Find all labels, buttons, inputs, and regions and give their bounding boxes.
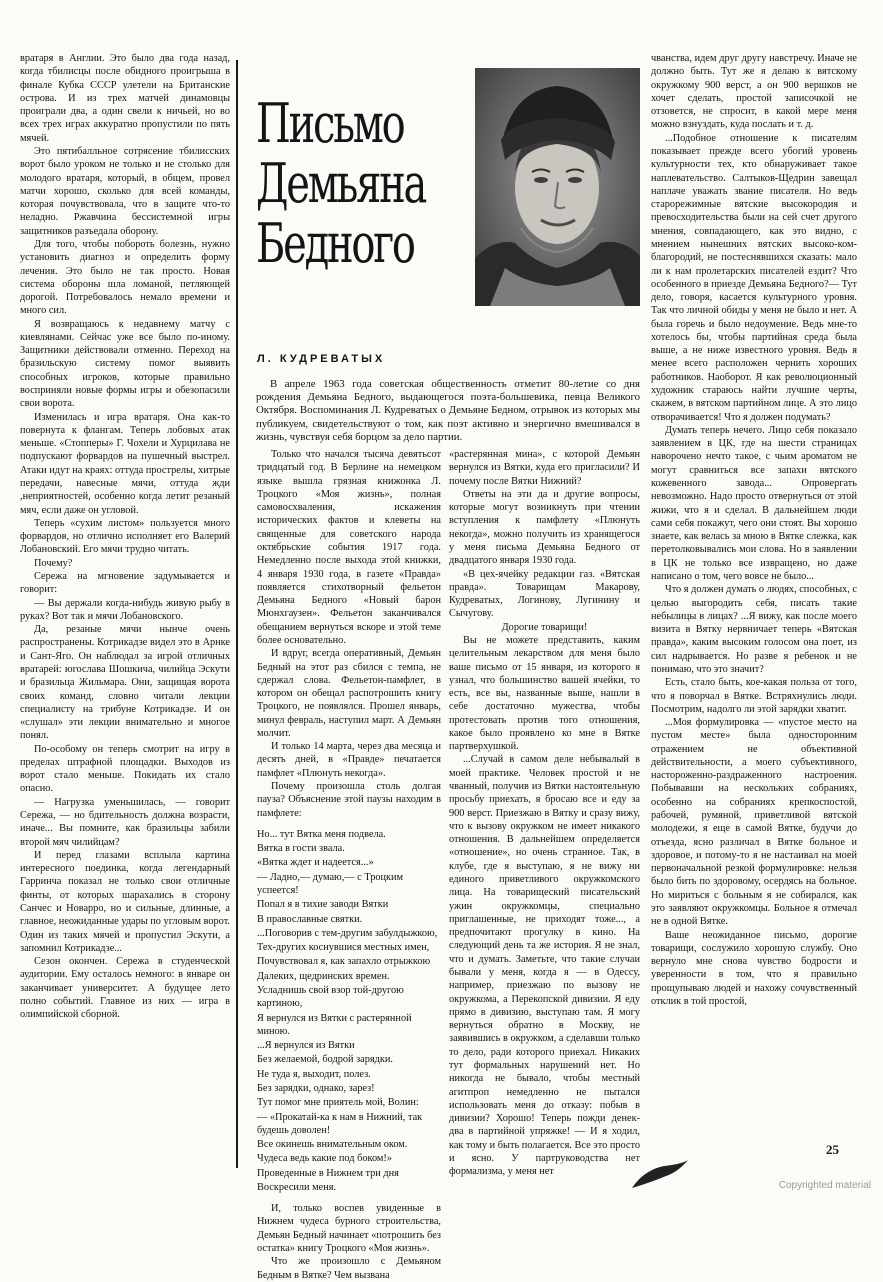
middle-paragraph: И, только воспев увиденные в Нижнем чудеса бурного строительства, Демьян Бедный начинает «потрошить без остатка» книгу Троцкого «Моя жизнь». [257, 1203, 441, 1255]
poem-line: Проведенные в Нижнем три дня [257, 1167, 399, 1179]
middle-paragraph: И только 14 марта, через два месяца и десять дней, в «Правде» печатается памфлет «Плюнуть некогда». [257, 741, 441, 779]
poem-line: ...Поговорив с тем-другим забулдыжкою, [257, 927, 438, 939]
left-paragraph: — Нагрузка уменьшилась, — говорит Сережа, — но бдительность должна возрасти, иначе... Вы помните, как бразильцы забили второй мяч чилийцам? [20, 796, 230, 848]
poem-quote [257, 828, 441, 1194]
center-article-column [449, 448, 640, 1178]
portrait-illustration [475, 68, 640, 306]
left-paragraph: Сережа на мгновение задумывается и говорит: [20, 570, 230, 596]
title-line-2: Демьяна [256, 152, 426, 216]
left-paragraph: — Вы держали когда-нибудь живую рыбу в руках? Вот так и мячи Лобановского. [20, 597, 230, 622]
poem-line: Тут помог мне приятель мой, Волин: [257, 1097, 419, 1109]
right-paragraph: Думать теперь нечего. Лицо себя показало заявлением в ЦК, где на шести страницах наворочено нечто такое, с чьим ароматом не могут сравниться все запахи вятского кожевенного завода... Опровергать невозможно. Надо просто отвернуться от этой жижи, что я и сделал. В дальнейшем люди сами себя покажут, чего они стоят. Вы хорошо знаете, как велась за мною в Вятке слежка, как перетолковывались мои слова. Но в заявлении в ЦК не только все извращено, но даже написано о том, чего вовсе не было... [651, 424, 857, 582]
portrait-photo [475, 68, 640, 306]
center-paragraph: Дорогие товарищи! [501, 621, 588, 633]
center-paragraph: «В цех-ячейку редакции газ. «Вятская правда». Товарищам Макарову, Кудреватых, Логинову, Лугинину и Сычугову. [449, 568, 640, 620]
poem-line: — Ладно,— думаю,— с Троцким успеется! [257, 871, 404, 896]
poem-line: Но... тут Вятка меня подвела. [257, 828, 386, 840]
poem-line: Далеких, щедринских времен. [257, 970, 390, 982]
left-paragraph: Почему? [34, 557, 73, 569]
center-paragraph: Вы не можете представить, каким целительным лекарством для меня было ваше письмо от 15 января, из которого я узнал, что большинство вашей ячейки, то есть, все вы, названные выше, нашли в себе достаточно мужества, чтобы протестовать против того отношения, какое было проявлено ко мне в Вятке партверхушкой. [449, 634, 640, 753]
left-paragraph: И перед глазами всплыла картина интересного поединка, когда легендарный Гарринча показал не только свои отличные финты, от которых шарахались в сторону Санчес и Новарро, но и сильные, длинные, а главное, неожиданные удары по угловым ворот. Один из таких мячей и пропустил Эскути, а запомнил Котрикадзе... [20, 849, 230, 954]
poem-line: — «Прокатай-ка к нам в Нижний, так будешь доволен! [257, 1111, 423, 1136]
left-paragraph: вратаря в Англии. Это было два года назад, когда тбилисцы после обидного проигрыша в финале Кубка СССР улетели на Британские острова. И из трех матчей динамовцы проиграли два, а один свели к ничьей, но во всех трех играх аккуратно пропустили по пять мячей. [20, 53, 230, 144]
left-paragraph: Я возвращаюсь к недавнему матчу с киевлянами. Сейчас уже все было по-иному. Защитники действовали отменно. Переход на бразильскую систему помог выявить способных игроков, которые правильно восприняли новые формы игры и обезопасили свои ворота. [20, 318, 230, 410]
article-title [256, 92, 426, 276]
left-paragraph: Изменилась и игра вратаря. Она как-то повернута к флангам. Теперь лобовых атак меньше. «Стопперы» Г. Чохели и Хурцилава не подпускают форвардов на пушечный выстрел. Атаки идут на краях: оттуда прострелы, хитрые передачи, навесные мячи, оттуда жди ,неприятностей, особенно когда летит резаный мяч, если даже он угловой. [20, 411, 230, 516]
center-paragraph: ...Случай в самом деле небывалый в моей практике. Человек простой и не чванный, получив из Вятки настоятельную просьбу приехать, я бросаю все и еду за 900 верст. Приезжаю в Вятку и сразу вижу, что к вызову окружком не имеет никакого отношения. В дальнейшем определяется «отношение», но очень странное. Так, в клубе, где я выступаю, я не вижу ни единого приветливого окружкомского лица. На товарищеский писательский ужин окружкомцы, специально приглашенные, не приходят тоже..., а предпочитают прогулку в кино. На следующий день та же история. Я не знал, что и думать. Заметьте, что такие случаи бывали у меня, когда я — в Одессу, например, приезжаю по вызову не окружкома, а Перекопской дивизии. Я еду прямо в дивизию, выступаю там. Я могу вернуться обратно в Москву, не заявившись в окружком, а сделавши только то дело, ради которого приехал. Никаких тут формальных нарушений нет. Но никогда не бывало, чтобы местный агитпроп немедленно не пытался использовать меня до отказу: побыв в дивизии? Хорошо! Теперь пожди денек-два в партийной упряжке! — И я ходил, как тому и быть полагается. Все это просто и ясно. У партруководства нет формализма, у меня нет [449, 754, 640, 1178]
poem-line: «Вятка ждет и надеется...» [257, 857, 374, 869]
left-paragraph: Теперь «сухим листом» пользуется много форвардов, но отлично исполняет его Валерий Лобановский. Его мячи трудно читать. [20, 517, 230, 556]
right-paragraph: чванства, идем друг другу навстречу. Иначе не должно быть. Тут же я делаю к вятскому окружкому 900 верст, а он 900 вершков не хочет сделать, простой записочкой не отзовется, не спросит, в какой мере меня можно взнуздать, куда послать и т. д. [651, 53, 857, 131]
poem-line: Без желаемой, бодрой зарядки. [257, 1054, 393, 1066]
left-paragraph: Для того, чтобы побороть болезнь, нужно установить диагноз и определить форму лечения. Это было не так просто. Новая система обороны шла ломаной, петляющей дорогой. Потребовалось немало времени и много сил. [20, 238, 230, 317]
left-paragraph: Сезон окончен. Сережа в студенческой аудитории. Ему осталось немного: в январе он заканчивает университет. А будущее лето полно событий. Главное из них — игра в олимпийской сборной. [20, 956, 230, 1021]
poem-line: Воскресили меня. [257, 1181, 337, 1193]
right-paragraph: Ваше неожиданное письмо, дорогие товарищи, сослужило хорошую службу. Оно вернуло мне снова чувство бодрости и уверенности в том, что я правильно прощупываю людей и нахожу сочувственный отклик в той простой, [651, 929, 857, 1007]
title-line-3: Бедного [256, 212, 414, 276]
middle-paragraph: Почему произошла столь долгая пауза? Объяснение этой паузы находим в памфлете: [257, 781, 441, 819]
middle-paragraph: Только что начался тысяча девятьсот тридцатый год. В Берлине на немецком языке вышла грязная книжонка Л. Троцкого «Моя жизнь», полная самовосхваления, искажения исторических фактов и клеветы на священные для советского народа октябрьские события 1917 года. Немедленно после выхода этой книжки, 4 января 1930 года, в газете «Правда» появляется стихотворный фельетон Демьяна Бедного «Новый барон Мюнхгаузен». Фельетон заканчивался обещанием вернуться вскоре и этой теме более основательно. [257, 449, 441, 646]
right-paragraph: ...Подобное отношение к писателям показывает прежде всего убогий уровень культурности тех, кто обнаруживает такое наплевательство. Салтыков-Щедрин завещал наплаче уважать звание писателя. Но ведь старорежимные вятские высокородия и превосходительства были на сей счет другого мнения, совпадающего, как это видно, с мнением нынешних вятских высоко-ком-благородий, не постеснявшихся сказать: мало ли к нам пролетарских писателей ездит? Что особенного в приезде Демьяна Бедного?— Тут дело, говоря, касается культурного уровня. Так что личной обиды у меня не было и нет. А была горечь и было недоумение. Ведь мне-то хотелось бы, чтобы партийная среда была выше, а не ниже известного уровня. Ведь я менее всего расположен чернить хороших работников. Наоборот. Я как революционный художник стараюсь найти лучшие черты, скажем, в вятском партийном лице. А это лицо отворачивается! Что я должен подумать? [651, 132, 857, 423]
center-paragraph: Ответы на эти да и другие вопросы, которые могут возникнуть при чтении вступления к памфлету «Плюнуть некогда», можно получить из хранящегося у меня письма Демьяна Бедного от двадцатого января 1930 года. [449, 488, 640, 567]
right-paragraph: ...Моя формулировка — «пустое место на пустом месте» была односторонним отражением не объективной действительности, а моего субъективного, настороженно-раздраженного настроения. Побывавши на нескольких собраниях, особенно на собраниях крепкоспостой, рабочей, румяной, приветливой вятской молодежи, я еще в самой Вятке, будучи до отъезда, ясно различал в Вятке больное и здоровое, и потому-то я не настаивал на моей первоначальной резкой формулировке: нельзя было бить по здоровому, осердясь на больное. Но мириться с больным я не собирался, как это заявляют окружкомцы. Больное я отмечал не в одной Вятке. [651, 717, 857, 928]
poem-line: Чудеса ведь какие под боком!» [257, 1153, 393, 1165]
copyright-watermark: Copyrighted material [778, 1180, 871, 1191]
left-paragraph: По-особому он теперь смотрит на игру в пределах штрафной площадки. Выходов из ворот стало меньше. Покидать их стало опасно. [20, 743, 230, 795]
title-line-1: Письмо [256, 92, 404, 156]
poem-line: Тех-других коснувшися местных имен, [257, 942, 430, 954]
poem-line: ...Я вернулся из Вятки [257, 1040, 355, 1052]
poem-line: Почувствовал я, как запахло отрыжкою [257, 956, 431, 968]
middle-paragraph: И вдруг, всегда оперативный, Демьян Бедный на этот раз сбился с темпа, не сдержал слова. Фельетон-памфлет, в котором он обещал распотрошить книгу Троцкого, не появлялся. Прошел январь, минул февраль, наступил март. А Демьян молчит. [257, 648, 441, 739]
poem-line: Вятка в гости звала. [257, 843, 345, 855]
center-paragraph: «растерянная мина», с которой Демьян вернулся из Вятки, куда его пригласили? И почему после Вятки Нижний? [449, 449, 640, 487]
author-byline: Л. КУДРЕВАТЫХ [257, 353, 386, 365]
middle-paragraph: Что же произошло с Демьяном Бедным в Вятке? Чем вызвана [257, 1256, 441, 1281]
intro-text: В апреле 1963 года советская общественность отметит 80-летие со дня рождения Демьяна Бедного, выдающегося поэта-большевика, певца Великого Октября. Воспоминания Л. Кудреватых о Демьяне Бедном, отрывок из которых мы публикуем, свидетельствуют о том, как поэт активно и энергично вмешивался в жизнь, чувствуя себя борцом за дело партии. [256, 378, 640, 443]
page-scan-smudge [630, 1158, 690, 1190]
middle-prose [257, 448, 441, 820]
poem-line: Усладнишь свой взор той-другою картиною, [257, 984, 404, 1010]
right-article-column [651, 52, 857, 1170]
poem-line: Без зарядки, однако, зарез! [257, 1082, 375, 1094]
left-article-column [20, 52, 230, 1170]
left-paragraph: Да, резаные мячи нынче очень распространены. Котрикадзе видел это в Арнке и Сант-Яго. Он наблюдал за игрой отличных вратарей: югослава Шошкича, чилийца Эскути и бразильца Жильмара. Они, защищая ворота своих команд, словно читали лекции специалисту на трибуне Котрикадзе. И он «слушал» эти лекции внимательно и многое понял. [20, 624, 230, 742]
intro-lead-paragraph [256, 378, 640, 444]
middle-article-column [257, 448, 441, 1281]
right-paragraph: Есть, стало быть, кое-какая польза от того, что я поворчал в Вятке. Встряхнулись люди. Посмотрим, надолго ли этой зарядки хватит. [651, 677, 857, 715]
poem-line: Не туда я, выходит, полез. [257, 1068, 371, 1080]
middle-prose-after-poem [257, 1202, 441, 1282]
poem-line: В православные святки. [257, 913, 363, 925]
page-number: 25 [826, 1142, 839, 1157]
poem-line: Попал я в тихие заводи Вятки [257, 899, 389, 911]
right-paragraph: Что я должен думать о людях, способных, с целью выгородить себя, писать такие небылицы в лицах? ...Я вижу, как после моего визита в Вятку нервничает теперь «Вятская правда», каким высоким голосом она поет, из сил надрывается. Но разве я ребенок и не понимаю, что это значит? [651, 584, 857, 675]
left-paragraph: Это пятибалльное сотрясение тбилисских ворот было уроком не только и не столько для молодого вратаря, который, в общем, провел матчи хорошо, сколько для всей команды, которая почувствовала, что в защите что-то неладно. Ржавчина бессистемной игры защитников разъедала оборону. [20, 145, 230, 237]
poem-line: Я вернулся из Вятки с растерянной миною. [257, 1012, 412, 1037]
column-divider-rule [236, 60, 238, 1168]
poem-line: Все окинешь внимательным оком. [257, 1139, 408, 1151]
